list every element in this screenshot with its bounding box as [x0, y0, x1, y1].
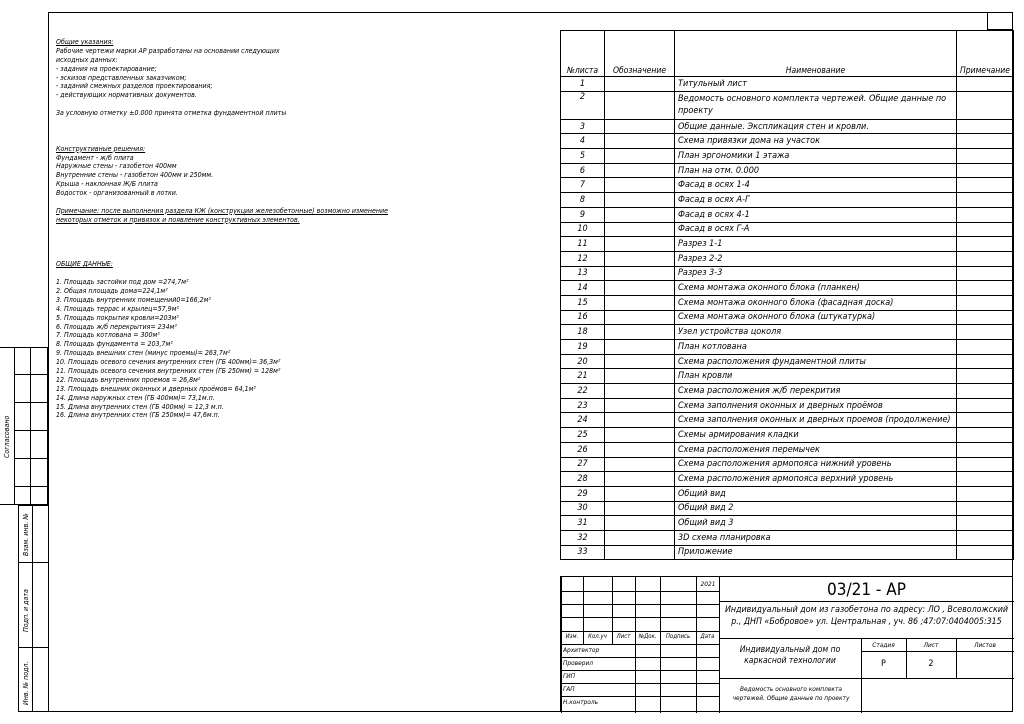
- sheet-title: 3D схема планировка: [675, 530, 957, 545]
- sheet-value: 2: [928, 659, 934, 669]
- constructive-title: Конструктивные решения:: [56, 144, 146, 153]
- sheet-title: План котлована: [675, 340, 957, 355]
- sheet-designation: [605, 340, 675, 355]
- sheet-row: [561, 472, 1014, 487]
- sheet-row: [561, 486, 1014, 501]
- col-header-name: Наименование: [675, 31, 957, 77]
- sheet-row: [561, 530, 1014, 545]
- sheet-title: Фасад в осях 4-1: [675, 207, 957, 222]
- sheet-designation: [605, 384, 675, 399]
- sheet-note: [957, 545, 1014, 560]
- sheet-number: 21: [561, 369, 605, 384]
- sheet-row: [561, 91, 1014, 119]
- sheet-title: План кровли: [675, 369, 957, 384]
- sheet-title: Схема монтажа оконного блока (планкен): [675, 281, 957, 296]
- sheet-title: Фасад в осях 1-4: [675, 178, 957, 193]
- year-label: 2021: [700, 580, 716, 588]
- col-header-signature: Подпись: [665, 633, 691, 640]
- sheet-number: 29: [561, 486, 605, 501]
- data-line: 11. Площадь осевого сечения внутренних стен (ГБ 250мм) = 128м²: [56, 366, 281, 375]
- general-line: - действующих нормативных документов.: [56, 91, 197, 100]
- sheet-number: 3: [561, 119, 605, 134]
- sheet-number: 26: [561, 442, 605, 457]
- sheet-note: [957, 398, 1014, 413]
- sheet-label: Лист: [923, 641, 939, 649]
- sheet-list-table: [560, 30, 1014, 560]
- sheet-number: 28: [561, 472, 605, 487]
- role-chief-engineer: ГИП: [563, 672, 576, 680]
- sheet-row: [561, 516, 1014, 531]
- sheet-number: 32: [561, 530, 605, 545]
- side-label-agreed: Согласовано: [3, 415, 11, 458]
- col-header-change: Изм.: [565, 633, 579, 640]
- col-header-doc: №Док.: [638, 633, 657, 640]
- sheet-designation: [605, 119, 675, 134]
- sheet-title: Схема расположения фундаментной плиты: [675, 354, 957, 369]
- sheet-note: [957, 281, 1014, 296]
- sheet-designation: [605, 193, 675, 208]
- document-code: 03/21 - АР: [827, 580, 906, 600]
- role-architect: Архитектор: [563, 646, 600, 654]
- sheet-title: План на отм. 0.000: [675, 163, 957, 178]
- col-header-note: Примечание: [957, 31, 1014, 77]
- sheet-designation: [605, 281, 675, 296]
- sheet-designation: [605, 178, 675, 193]
- sheet-row: [561, 119, 1014, 134]
- sheet-designation: [605, 149, 675, 164]
- remark-line: некоторых отметок и привязок и появление конструктивных элементов.: [56, 215, 300, 224]
- sheet-title: Фасад в осях Г-А: [675, 222, 957, 237]
- sheet-row: [561, 413, 1014, 428]
- building-name: Индивидуальный дом по каркасной технологии: [739, 645, 841, 666]
- sheet-title: Разрез 3-3: [675, 266, 957, 281]
- sheet-note: [957, 413, 1014, 428]
- data-line: 7. Площадь котлована = 300м²: [56, 331, 160, 340]
- sheet-note: [957, 457, 1014, 472]
- sheet-title: Схема монтажа оконного блока (штукатурка): [675, 310, 957, 325]
- sheet-note: [957, 91, 1014, 119]
- sheet-row: [561, 193, 1014, 208]
- sheet-title: Общий вид: [675, 486, 957, 501]
- sheet-title: Приложение: [675, 545, 957, 560]
- remark-line: Примечание: после выполнения раздела КЖ (конструкции железобетонные) возможно изменение: [56, 206, 388, 215]
- sheet-designation: [605, 325, 675, 340]
- sheet-row: [561, 369, 1014, 384]
- sheet-number: 4: [561, 134, 605, 149]
- sheet-number: 30: [561, 501, 605, 516]
- sheet-title: Схема заполнения оконных и дверных проёмов: [675, 398, 957, 413]
- sheet-number: 18: [561, 325, 605, 340]
- sheet-number: 12: [561, 251, 605, 266]
- general-data-title: ОБЩИЕ ДАННЫЕ:: [56, 260, 113, 269]
- sheet-note: [957, 369, 1014, 384]
- sheet-number: 10: [561, 222, 605, 237]
- sheet-number: 15: [561, 295, 605, 310]
- sheet-designation: [605, 545, 675, 560]
- sheet-number: 11: [561, 237, 605, 252]
- sheet-title: Общий вид 3: [675, 516, 957, 531]
- data-line: 15. Длина внутренних стен (ГБ 400мм) = 12,3 м.п.: [56, 402, 224, 411]
- sheet-number: 24: [561, 413, 605, 428]
- sheet-number: 8: [561, 193, 605, 208]
- col-header-sheet-no: №листа: [561, 31, 605, 77]
- sheet-note: [957, 207, 1014, 222]
- sheet-row: [561, 207, 1014, 222]
- sheet-title: Схема заполнения оконных и дверных проемов (продолжение): [675, 413, 957, 428]
- sheet-title: Титульный лист: [675, 77, 957, 92]
- sheet-title: Узел устройства цоколя: [675, 325, 957, 340]
- data-line: 3. Площадь внутренних помещений0=166,2м²: [56, 295, 211, 304]
- sheet-designation: [605, 442, 675, 457]
- sheet-row: [561, 340, 1014, 355]
- sheet-designation: [605, 354, 675, 369]
- sheet-title: Разрез 2-2: [675, 251, 957, 266]
- sheet-row: [561, 354, 1014, 369]
- sheet-designation: [605, 310, 675, 325]
- sheet-number: 25: [561, 428, 605, 443]
- sheet-title: Схемы армирования кладки: [675, 428, 957, 443]
- sheet-note: [957, 516, 1014, 531]
- sheet-row: [561, 501, 1014, 516]
- col-header-designation: Обозначение: [605, 31, 675, 77]
- sheet-row: [561, 545, 1014, 560]
- sheet-note: [957, 295, 1014, 310]
- sheet-row: [561, 325, 1014, 340]
- sheet-designation: [605, 207, 675, 222]
- sheet-note: [957, 178, 1014, 193]
- general-line: исходных данных:: [56, 55, 118, 64]
- sheet-title: Общий вид 2: [675, 501, 957, 516]
- sheet-note: [957, 163, 1014, 178]
- sheet-row: [561, 251, 1014, 266]
- general-line: - заданий смежных разделов проектирования;: [56, 82, 213, 91]
- sheet-number: 13: [561, 266, 605, 281]
- sheet-row: [561, 428, 1014, 443]
- sheet-number: 14: [561, 281, 605, 296]
- data-line: 13. Площадь внешних оконных и дверных проёмов= 64,1м²: [56, 384, 256, 393]
- sheets-label: Листов: [974, 641, 996, 649]
- sheet-number: 27: [561, 457, 605, 472]
- general-line: Рабочие чертежи марки АР разработаны на основании следующих: [56, 46, 280, 55]
- stage-value: Р: [881, 659, 886, 669]
- sheet-note: [957, 251, 1014, 266]
- col-header-sheet: Лист: [616, 633, 631, 640]
- data-line: 4. Площадь террас и крылец=57,9м²: [56, 304, 179, 313]
- sheet-number: 5: [561, 149, 605, 164]
- sheet-note: [957, 325, 1014, 340]
- sheet-designation: [605, 369, 675, 384]
- general-title: Общие указания:: [56, 38, 114, 46]
- sheet-title: Схема расположения армопояса верхний уровень: [675, 472, 957, 487]
- sheet-designation: [605, 472, 675, 487]
- sheet-title: Схема расположения армопояса нижний уровень: [675, 457, 957, 472]
- sheet-note: [957, 354, 1014, 369]
- sheet-title: Схема расположения ж/б перекрития: [675, 384, 957, 399]
- stage-label: Стадия: [872, 641, 895, 649]
- sheet-note: [957, 149, 1014, 164]
- sheet-number: 23: [561, 398, 605, 413]
- sheet-designation: [605, 222, 675, 237]
- sheet-designation: [605, 413, 675, 428]
- sheet-designation: [605, 486, 675, 501]
- sheet-designation: [605, 134, 675, 149]
- sheet-row: [561, 134, 1014, 149]
- sheet-designation: [605, 266, 675, 281]
- sheet-number: 20: [561, 354, 605, 369]
- data-line: 12. Площадь внутренних проемов = 26,8м²: [56, 375, 201, 384]
- title-block: [560, 576, 1013, 712]
- side-label-inv-no: Инв. № подл.: [22, 661, 30, 705]
- sheet-designation: [605, 77, 675, 92]
- sheet-number: 6: [561, 163, 605, 178]
- side-label-sign-date: Подп. и дата: [22, 589, 30, 632]
- general-notes: [56, 38, 556, 420]
- sheet-row: [561, 77, 1014, 92]
- sheet-note: [957, 134, 1014, 149]
- data-line: 1. Площадь застойки под дом =274,7м²: [56, 278, 189, 287]
- sheet-note: [957, 222, 1014, 237]
- sheet-row: [561, 398, 1014, 413]
- role-checked: Проверил: [563, 659, 593, 667]
- col-header-qty: Кол.уч: [588, 633, 607, 640]
- sheet-designation: [605, 530, 675, 545]
- sheet-note: [957, 119, 1014, 134]
- zero-mark-note: За условную отметку ±0.000 принята отметка фундаментной плиты: [56, 109, 287, 118]
- sheet-note: [957, 340, 1014, 355]
- sheet-title: Схема привязки дома на участок: [675, 134, 957, 149]
- general-line: - задания на проектирование;: [56, 64, 157, 73]
- sheet-title: Разрез 1-1: [675, 237, 957, 252]
- sheet-number: 31: [561, 516, 605, 531]
- project-title: Индивидуальный дом из газобетона по адресу: ЛО , Всеволожский р., ДНП «Бобровое» ул. Центральная , уч. 86 ;47:07:0404005:315: [724, 605, 1009, 627]
- data-line: 9. Площадь внешних стен (минус проемы)= 263,7м²: [56, 349, 231, 358]
- constructive-line: Водосток - организованный в лотки.: [56, 189, 178, 198]
- sheet-name: Ведомость основного комплекта чертежей. Общие данные по проекту: [732, 685, 850, 702]
- sheet-designation: [605, 163, 675, 178]
- sheet-designation: [605, 295, 675, 310]
- sheet-note: [957, 193, 1014, 208]
- sheet-designation: [605, 251, 675, 266]
- role-chief-architect: ГАП: [563, 685, 575, 693]
- data-line: 6. Площадь ж/б перекрытия= 234м²: [56, 322, 177, 331]
- sheet-title: Фасад в осях А-Г: [675, 193, 957, 208]
- sheet-designation: [605, 457, 675, 472]
- sheet-note: [957, 237, 1014, 252]
- sheet-designation: [605, 501, 675, 516]
- data-line: 5. Площадь покрытия кровли=203м²: [56, 313, 179, 322]
- sheet-designation: [605, 428, 675, 443]
- data-line: 8. Площадь фундамента = 203,7м²: [56, 340, 173, 349]
- data-line: 2. Общая площадь дома=224,1м²: [56, 286, 168, 295]
- sheet-note: [957, 266, 1014, 281]
- sheet-designation: [605, 398, 675, 413]
- sheet-title: Общие данные. Экспликация стен и кровли.: [675, 119, 957, 134]
- sheet-row: [561, 149, 1014, 164]
- sheet-title: Схема расположения перемычек: [675, 442, 957, 457]
- sheet-note: [957, 77, 1014, 92]
- sheet-note: [957, 442, 1014, 457]
- sheet-number: 9: [561, 207, 605, 222]
- sheet-row: [561, 295, 1014, 310]
- sheet-row: [561, 457, 1014, 472]
- sheet-number: 2: [561, 91, 605, 119]
- sheet-row: [561, 384, 1014, 399]
- data-line: 10. Площадь осевого сечения внутренних стен (ГБ 400мм)= 36,3м²: [56, 358, 281, 367]
- sheet-table-header: [561, 31, 1014, 77]
- data-line: 14. Длина наружных стен (ГБ 400мм)= 73,1м.п.: [56, 393, 215, 402]
- sheet-designation: [605, 516, 675, 531]
- sheet-number: 19: [561, 340, 605, 355]
- constructive-line: Фундамент - ж/б плита: [56, 153, 134, 162]
- sheet-note: [957, 472, 1014, 487]
- sheet-note: [957, 428, 1014, 443]
- sheet-note: [957, 486, 1014, 501]
- constructive-line: Крыша - наклонная Ж/Б плита: [56, 180, 158, 189]
- sheet-designation: [605, 237, 675, 252]
- sheet-row: [561, 178, 1014, 193]
- sheet-number: 22: [561, 384, 605, 399]
- sheet-title: Ведомость основного комплекта чертежей. Общие данные по проекту: [675, 91, 957, 119]
- side-label-inv-orig: Взам. инв. №: [22, 513, 30, 556]
- sheet-note: [957, 530, 1014, 545]
- sheet-note: [957, 384, 1014, 399]
- sheet-row: [561, 266, 1014, 281]
- col-header-date: Дата: [700, 633, 715, 640]
- sheet-note: [957, 310, 1014, 325]
- sheet-row: [561, 310, 1014, 325]
- sheet-row: [561, 163, 1014, 178]
- constructive-line: Внутренние стены - газобетон 400мм и 250мм.: [56, 171, 214, 180]
- title-corner-box: [987, 12, 1013, 30]
- sheet-note: [957, 501, 1014, 516]
- sheet-row: [561, 442, 1014, 457]
- sheet-row: [561, 222, 1014, 237]
- sheet-number: 1: [561, 77, 605, 92]
- sheet-row: [561, 237, 1014, 252]
- sheet-row: [561, 281, 1014, 296]
- data-line: 16. Длина внутренних стен (ГБ 250мм)= 47,6м.п.: [56, 411, 220, 420]
- sheet-number: 7: [561, 178, 605, 193]
- general-line: - эскизов представленных заказчиком;: [56, 73, 187, 82]
- sheet-number: 16: [561, 310, 605, 325]
- role-norm-control: Н.контроль: [563, 698, 599, 706]
- sheet-number: 33: [561, 545, 605, 560]
- sheet-title: План эргономики 1 этажа: [675, 149, 957, 164]
- sheet-title: Схема монтажа оконного блока (фасадная доска): [675, 295, 957, 310]
- constructive-line: Наружные стены - газобетон 400мм: [56, 162, 177, 171]
- sheet-designation: [605, 91, 675, 119]
